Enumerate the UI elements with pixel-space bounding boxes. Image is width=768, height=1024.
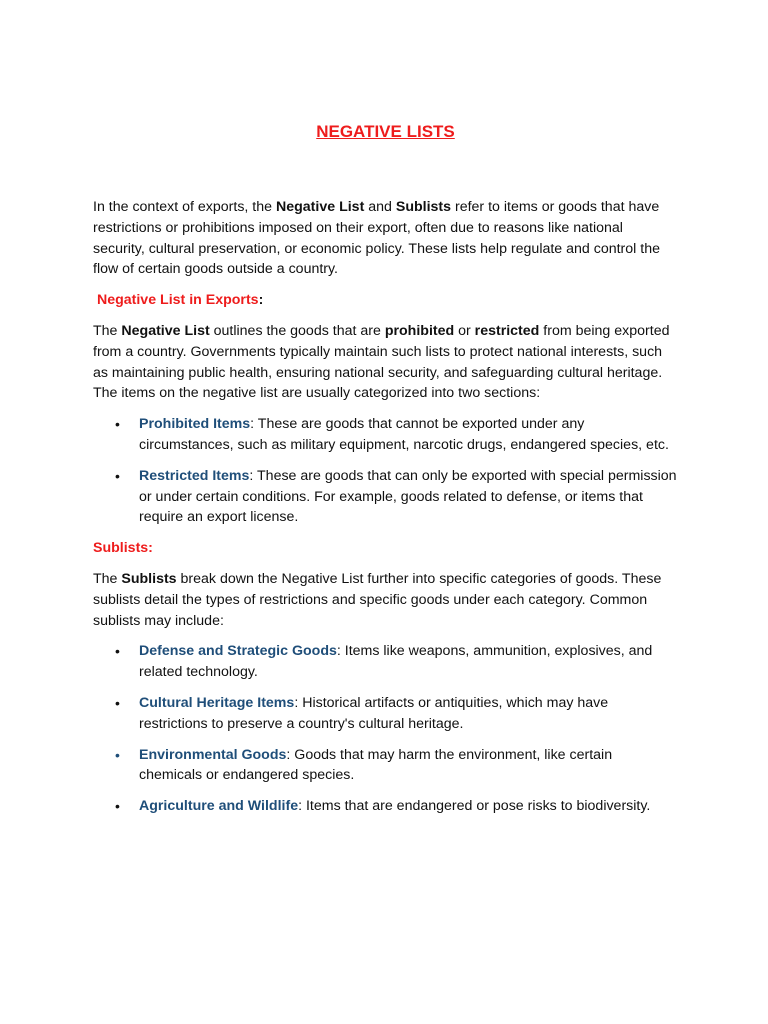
page-title: NEGATIVE LISTS	[316, 122, 455, 141]
list-item	[93, 796, 678, 817]
list-item-desc: : These are goods that cannot be exported under any circumstances, such as military equipment, narcotic drugs, endangered species, etc.	[139, 416, 669, 453]
list-item-desc: : Historical artifacts or antiquities, which may have restrictions to preserve a country's cultural heritage.	[139, 694, 609, 732]
bullet-icon: •	[115, 643, 120, 660]
bullet-icon: •	[115, 694, 120, 711]
negative-list-categories	[93, 414, 678, 528]
list-item-desc: : Goods that may harm the environment, like certain chemicals or endangered species.	[139, 746, 613, 784]
para3-text-1: The	[93, 570, 122, 587]
intro-paragraph	[93, 197, 678, 280]
sublists-paragraph	[93, 569, 678, 631]
bullet-icon: •	[115, 416, 120, 433]
list-item-term: Agriculture and Wildlife	[139, 798, 299, 815]
para2-bold-restricted: restricted	[474, 322, 540, 339]
list-item-desc: : Items that are endangered or pose risks to biodiversity.	[298, 798, 651, 815]
section-heading-sublists-text: Sublists:	[93, 540, 153, 557]
list-item-desc: : Items like weapons, ammunition, explosives, and related technology.	[139, 643, 653, 681]
para2-text-4: from being exported from a country. Governments typically maintain such lists to protect national interests, such as maintaining public health, ensuring national security, and safeguarding cultural heritage. The items on the negative list are usually categorized into two sections:	[93, 322, 670, 402]
list-item-term: Cultural Heritage Items	[139, 694, 295, 711]
list-item	[93, 641, 678, 683]
list-item	[93, 745, 678, 787]
document-body	[93, 120, 678, 817]
para2-bold-prohibited: prohibited	[384, 322, 455, 339]
section-heading-negative-list-text: Negative List in Exports	[96, 292, 259, 309]
para2-text-2: outlines the goods that are	[209, 322, 385, 339]
para3-text-2: break down the Negative List further into specific categories of goods. These sublists detail the types of restrictions and specific goods under each category. Common sublists may include:	[93, 570, 662, 629]
list-item	[93, 414, 678, 456]
list-item-term: Restricted Items	[139, 467, 250, 484]
list-item-term: Prohibited Items	[139, 416, 251, 433]
list-item-term: Environmental Goods	[139, 746, 287, 763]
para2-bold-negative-list: Negative List	[121, 322, 210, 339]
para3-bold-sublists: Sublists	[121, 570, 177, 587]
list-item-desc: : These are goods that can only be exported with special permission or under certain conditions. For example, goods related to defense, or items that require an export license.	[139, 467, 677, 526]
para2-text-1: The	[93, 322, 122, 339]
list-item	[93, 466, 678, 528]
sublist-categories	[93, 641, 678, 817]
intro-text-3: refer to items or goods that have restrictions or prohibitions imposed on their export, often due to reasons like national security, cultural preservation, or economic policy. These lists help regulate and control the flow of certain goods outside a country.	[93, 199, 660, 278]
list-item-term: Defense and Strategic Goods	[139, 643, 337, 660]
intro-text-1: In the context of exports, the	[93, 199, 276, 215]
bullet-icon: •	[115, 798, 120, 815]
bullet-icon: •	[115, 746, 120, 763]
intro-text-2: and	[364, 199, 396, 215]
section-heading-negative-list	[93, 290, 678, 311]
list-item	[93, 693, 678, 735]
bullet-icon: •	[115, 467, 120, 484]
intro-bold-negative-list: Negative List	[275, 199, 365, 215]
section-heading-colon: :	[258, 292, 264, 309]
intro-bold-sublists: Sublists	[395, 199, 452, 215]
section-heading-sublists	[93, 538, 678, 559]
para2-text-3: or	[454, 322, 475, 339]
negative-list-paragraph	[93, 321, 678, 404]
